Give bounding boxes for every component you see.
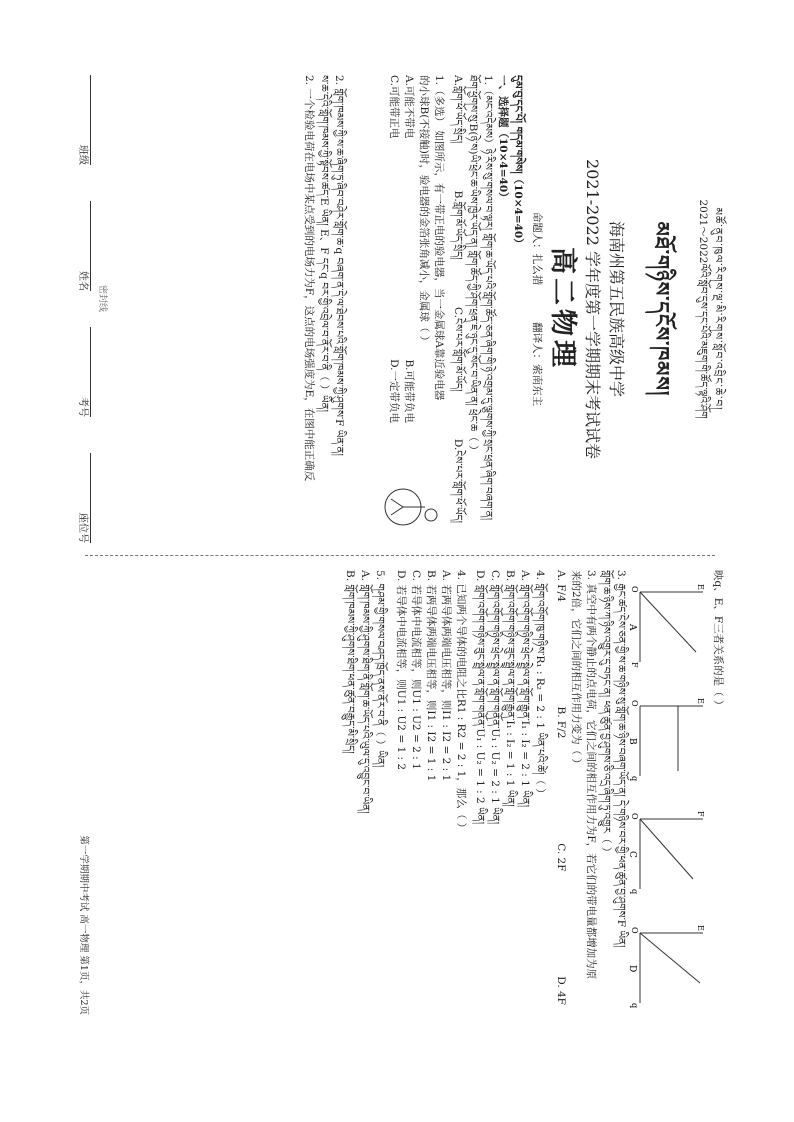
school-name: 海南州第五民族高级中学 — [607, 220, 626, 397]
q1-option-b: B.གློག་མོ་ཡོད་སྲིད། — [452, 190, 464, 260]
figure-a — [627, 582, 708, 672]
svg-text:O: O — [630, 585, 639, 593]
seat-field: 座位号 — [75, 453, 91, 543]
seal-line-label: 密封线 — [97, 285, 107, 313]
q3-option-a: A. F/4 — [555, 570, 567, 602]
svg-text:O: O — [630, 927, 639, 934]
svg-text:A: A — [627, 623, 637, 631]
figure-c — [627, 809, 708, 899]
q1-option-d: D.ངེས་པར་གློག་ཕོ་ཡོད། — [452, 438, 464, 523]
q1-cn-line-1: 1.（多选） 如图所示，有一带正电的验电器，当一金属球A靠近验电器 — [433, 75, 445, 401]
svg-text:q: q — [630, 775, 639, 781]
q3-line-2: གློག་ཆ་ཉིས་ཀ་ཉིས་འགྱུར་དུ་བཏང་ན། ཕན་ཚུན་བྱ་ཤུགས་ཅི་འདྲ་ཞིག་ཏུ་འགྱུར（ ） — [600, 570, 612, 858]
svg-text:F: F — [630, 661, 639, 668]
q1-cn-option-c: C.可能带正电 — [388, 75, 400, 139]
svg-text:q: q — [630, 889, 639, 895]
q4-cn-line-3: B. 若两导体两端电压相等，则I1 : I2 = 1 : 1 — [425, 570, 437, 782]
name-field: 姓名 — [75, 201, 91, 291]
rotated-page — [75, 75, 725, 1025]
q3-options — [553, 570, 568, 1025]
q2-line-1: 2. གློག་ཁམས་ཀྱི་ས་ཆ་ཞིག་ཏུ་ཞིབ་བཤེར་གློག་ཆ་q བཞག་ན་དེ་ལ་ཐེབས་པའི་གློག་ཁམས་ཀྱི་ཤུགས་F ཡིན་ན། — [333, 75, 345, 456]
q5-line-3: B. གློག་ཁམས་ཀྱི་ཤུགས་ཐིག་ཕན་ཚུན་བརྒྱུད་མི་སྲིད། — [344, 570, 356, 754]
q2-figures — [627, 570, 708, 1025]
svg-text:q: q — [630, 1003, 639, 1009]
q1-cn-option-b: B.可能带负电 — [403, 359, 415, 423]
year-line: 2021～2022ལོའི་སློབ་དུས་དང་པོའི་མཇུག་གི་ཚོད་ལྟའི་ཤོག — [697, 199, 709, 419]
q3-line-1: 3. རྒྱང་ཚད་ངེས་ཅན་གྱི་ས་ཆ་གཉིས་སུ་གློག་ཆ་ཉིས་བཞག་ཡོད་ན། དེ་གཉིས་བར་གྱི་ཕན་ཚུན་བྱ་ཤུགས་F ཡིན། — [615, 570, 627, 948]
svg-text:E: E — [696, 925, 705, 931]
q2-line-2: ས་ཆ་དེའི་གློག་ཁམས་ཀྱི་སྟོབས་ཚད་E ཡིན། E、F དང་q བར་གྱི་འབྲེལ་བ་ནོར་བ་ནི（ ）ཡིན། — [318, 75, 330, 412]
q1-line-2: ཐོག་ཕྱོགས་སུ་B(ཉེ་ས)ཡི་ཕྲེང་ཆ་ཡིས་ཁྱེར་ཡོད་ན། གློག་ཚོད་ཀྱི་ཤོག་ཕྲན་ཇེ་ཉུང་དུ་སོང་བ་ཡིན་ན། ཕྲེང་ཆ（ ） — [467, 75, 479, 456]
q1-options-cn-row1 — [401, 75, 416, 543]
q1-cn-option-a: A.可能不带电 — [403, 75, 415, 139]
q2-line-3: 2. 一个检验电荷在电场中某点受到的电场力为F，这点的电场强度为E，在图中能正确反 — [303, 75, 315, 482]
right-column — [75, 570, 725, 1025]
q1-options-cn-row2 — [386, 75, 401, 543]
page-footer: 第一学期期中考试 高一物理 第1页，共2页 — [78, 835, 89, 1015]
figure-d — [627, 923, 708, 1013]
q4-line-3: B. གློག་འགོག་གཉིས་ཟུང་སྦྲེལ་ན་གློག་རྒྱུན་I₁ : I₂ = 1 : 1 ཡིན། — [504, 570, 516, 807]
svg-text:O: O — [630, 699, 639, 707]
q4-line-4: C. གློག་འགོག་གཉིས་ཕྲེང་སྦྲེལ་ན་གློག་གནོན་U₁ : U₂ = 2 : 1 ཡིན། — [489, 570, 501, 825]
svg-text:B: B — [627, 737, 637, 745]
q1-line-1: 1.（མང་འདེམས）ཉེ་རིས་སུ་གསལ་བ་ལྟར། གློག་ཆ་ཡོད་པའི་གློག་ཚོད་ཅན་ཞིག་གི་ཉེ་འགྲམ་དུ་ལྕགས་ཀྱི་སྲང་ཕྲན་ཞིག་བཞག་ན། — [482, 75, 494, 521]
q3-option-d: D. 4F — [555, 976, 567, 1005]
q3-option-b: B. F/2 — [555, 706, 567, 739]
exam-sheet — [75, 75, 725, 1025]
q3-line-3: 3. 真空中有两个静止的点电荷，它们之间的相互作用力为F，若它们的带电量都增加为原 — [585, 570, 597, 980]
q4-line-5: D. གློག་འགོག་གཉིས་ཟུང་སྦྲེལ་ན་གློག་གནོན་U₁ : U₂ = 1 : 2 ཡིན། — [474, 570, 486, 825]
subject-title: 高二物理 — [547, 247, 578, 371]
q1-cn-line-2: 的小球B(不接触)时，验电器的金箔张角减小，金属球（ ） — [418, 75, 430, 347]
section-title: 一、选择题（10×4=40） — [497, 75, 509, 203]
q1-option-c: C.ངེས་པར་གློག་མོ་ཡོད། — [452, 307, 464, 392]
electroscope-figure — [379, 475, 439, 535]
q5-line-1: 5. གཤམ་གྱི་གསལ་བཤད་ཁྲོད་ནས་ནོར་བ་ནི（ ）ཡིན། — [374, 570, 386, 768]
q5-line-2: A. གློག་ཁམས་ཀྱི་ཤུགས་ཐིག་ནི་གློག་ཆ་ཡོད་པའི་ཡུལ་དུ་འབྱུང་བ་ཡིན། — [359, 570, 371, 814]
exam-title: 2021-2022 学年度第一学期期末考试试卷 — [583, 159, 602, 459]
q4-cn-line-2: A. 若两导体两端电压相等，则I1 : I2 = 2 : 1 — [440, 570, 452, 782]
q4-cn-line-4: C. 若导体中电流相等，则U1 : U2 = 2 : 1 — [410, 570, 422, 770]
svg-text:E: E — [696, 697, 705, 704]
q3-option-c: C. 2F — [555, 843, 567, 872]
author-row — [529, 75, 544, 543]
q4-line-2: A. གློག་འགོག་གཉིས་ཕྲེང་སྦྲེལ་ན་གློག་རྒྱུན་I₁ : I₂ = 2 : 1 ཡིན། — [519, 570, 531, 808]
tibetan-title: མཐོ་གཉིས་དངོས་ཁམས། — [650, 221, 674, 397]
svg-text:O: O — [630, 813, 639, 820]
q2-tail: 映q、E、F三者关系的是（ ） — [712, 570, 724, 711]
translator: 翻译人：索南东主 — [531, 322, 543, 407]
svg-text:F: F — [696, 811, 705, 817]
q1-cn-option-d: D.一定带负电 — [388, 359, 400, 423]
q4-line-1: 4. གློག་འགོག་ཁུ་གཉིས་R₁ : R₂ = 2 : 1 ཡིན་པའི་ཚེ།（ ） — [534, 570, 546, 799]
svg-text:D: D — [627, 965, 637, 973]
q1-option-a: A.གློག་ཕོ་ཡོད་སྲིད། — [452, 75, 464, 144]
svg-text:C: C — [627, 851, 637, 859]
student-info-row — [75, 75, 91, 543]
author: 命题人：扎么措 — [531, 211, 543, 286]
svg-text:E: E — [696, 583, 705, 590]
exam-number-field: 考号 — [75, 327, 91, 417]
class-field: 班级 — [75, 75, 91, 165]
q3-line-4: 来的2倍，它们之间的相互作用力变为（ ） — [570, 570, 582, 770]
q4-cn-line-5: D. 若导体中电流相等，则U1 : U2 = 1 : 2 — [395, 570, 407, 771]
figure-b — [627, 696, 708, 786]
column-divider — [85, 555, 715, 556]
left-column — [75, 75, 725, 543]
tibetan-header: མཚོ་ནུབ་ཁུལ་རིགས་ལྔ་མི་རིགས་སློབ་འབྲིང་ཆེ་བ། — [712, 207, 724, 411]
q1-options-tibetan — [450, 75, 465, 543]
section-title-tibetan: དུམ་བུ་དང་པོ། གདམ་གསེས།（10×4=40） — [512, 75, 524, 249]
q4-cn-line-1: 4. 已知两个导体的电阻之比R1 : R2 = 2 : 1，那么（ ） — [455, 570, 467, 834]
